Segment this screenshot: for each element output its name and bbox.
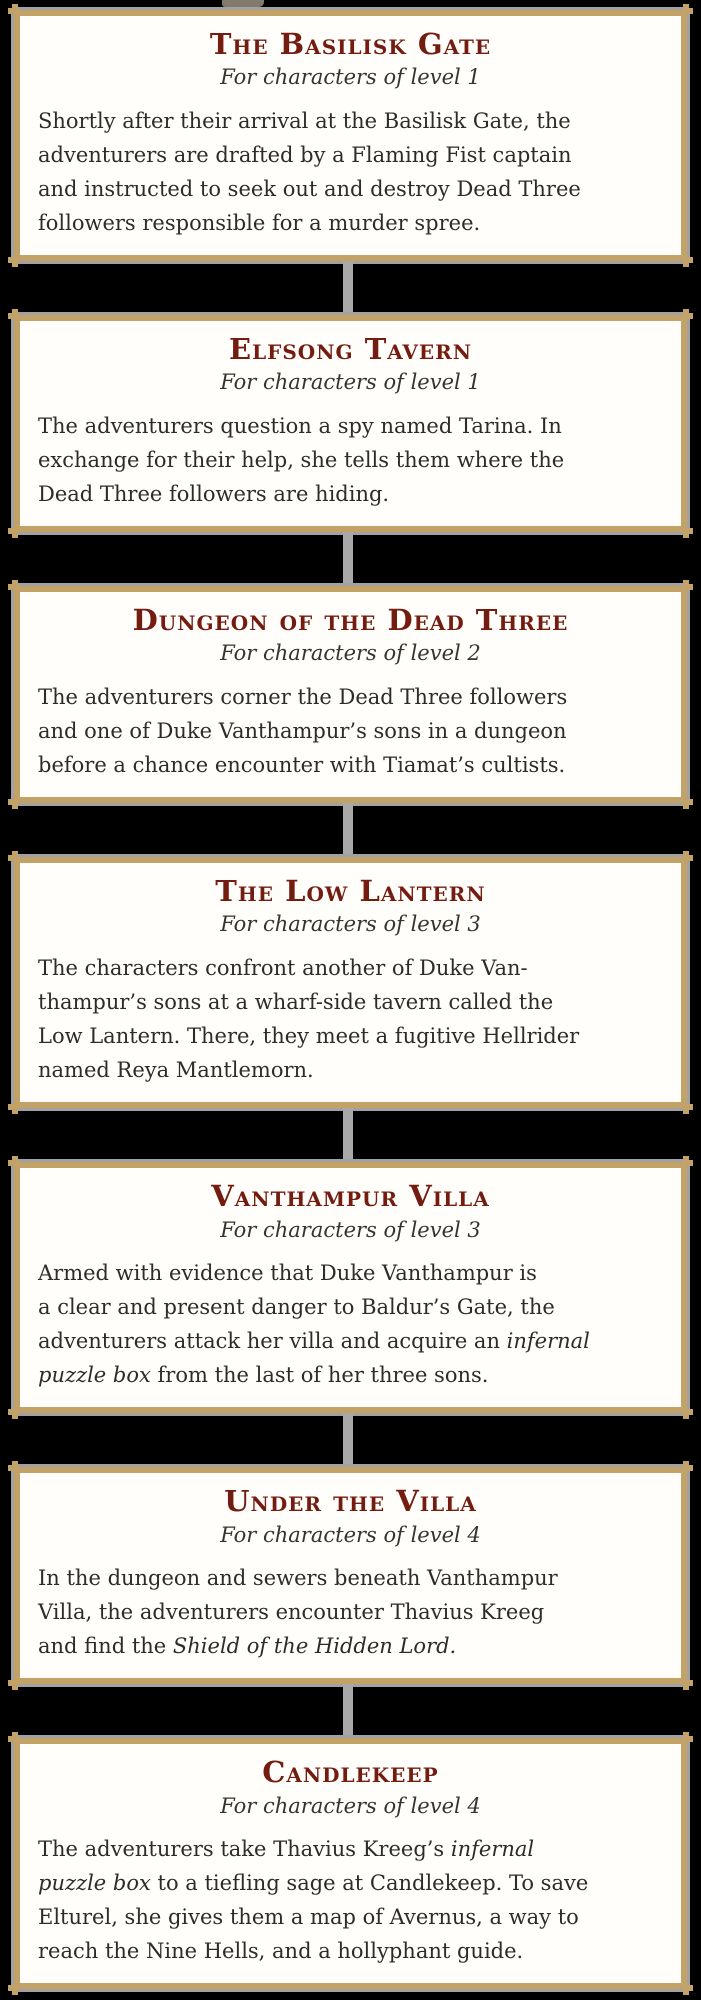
- node-level: For characters of level 2: [220, 641, 481, 666]
- corner-ornament: [683, 851, 693, 861]
- corner-ornament: [8, 799, 18, 809]
- corner-ornament: [683, 4, 693, 14]
- corner-ornament: [8, 257, 18, 267]
- flow-node-dungeon-dead-three: [14, 586, 687, 803]
- node-description: The adventurers take Thavius Kreeg’s infernal puzzle box to a tiefling sage at Candlekeep. To save Elturel, she gives them a map of Avernus, a way to reach the Nine Hells, and a hollyphant guide.: [38, 1837, 589, 1964]
- corner-ornament: [683, 257, 693, 267]
- flow-connector: [343, 1684, 353, 1739]
- corner-ornament: [683, 1732, 693, 1742]
- corner-ornament: [8, 1461, 18, 1471]
- node-title: Elfsong Tavern: [229, 332, 472, 367]
- node-description: The characters confront another of Duke Van- thampur’s sons at a wharf-side tavern called the Low Lantern. There, they meet a fugitive Hellrider named Reya Mantlemorn.: [38, 955, 580, 1082]
- flow-node-low-lantern: [14, 857, 687, 1108]
- flow-node-vanthampur-villa: [14, 1162, 687, 1413]
- corner-ornament: [8, 851, 18, 861]
- corner-ornament: [8, 580, 18, 590]
- corner-ornament: [683, 1461, 693, 1471]
- flow-connector: [343, 1413, 353, 1468]
- page-edge-artifact: [222, 0, 264, 7]
- corner-ornament: [683, 1985, 693, 1995]
- node-description: The adventurers question a spy named Tarina. In exchange for their help, she tells them where the Dead Three followers are hiding.: [38, 413, 565, 506]
- node-level: For characters of level 3: [220, 912, 481, 937]
- corner-ornament: [683, 799, 693, 809]
- flow-connector: [343, 532, 353, 587]
- node-level: For characters of level 3: [220, 1217, 481, 1242]
- corner-ornament: [8, 528, 18, 538]
- node-title: Candlekeep: [262, 1755, 439, 1790]
- corner-ornament: [8, 1680, 18, 1690]
- corner-ornament: [8, 1156, 18, 1166]
- corner-ornament: [683, 309, 693, 319]
- node-level: For characters of level 1: [220, 65, 481, 90]
- corner-ornament: [683, 580, 693, 590]
- node-description: In the dungeon and sewers beneath Vanthampur Villa, the adventurers encounter Thavius Kreeg and find the Shield of the Hidden Lord.: [38, 1565, 558, 1658]
- corner-ornament: [8, 4, 18, 14]
- node-level: For characters of level 4: [220, 1522, 481, 1547]
- flow-node-candlekeep: [14, 1738, 687, 1989]
- corner-ornament: [683, 528, 693, 538]
- corner-ornament: [8, 1732, 18, 1742]
- corner-ornament: [8, 1985, 18, 1995]
- node-description: Armed with evidence that Duke Vanthampur is a clear and present danger to Baldur’s Gate, the adventurers attack her villa and acquire an infernal puzzle box from the last of her three sons.: [38, 1260, 590, 1387]
- corner-ornament: [8, 309, 18, 319]
- corner-ornament: [683, 1409, 693, 1419]
- corner-ornament: [8, 1104, 18, 1114]
- node-title: Vanthampur Villa: [211, 1179, 490, 1214]
- flow-node-under-the-villa: [14, 1467, 687, 1684]
- corner-ornament: [683, 1156, 693, 1166]
- node-level: For characters of level 1: [220, 370, 481, 395]
- flow-connector: [343, 1108, 353, 1163]
- node-description: The adventurers corner the Dead Three followers and one of Duke Vanthampur’s sons in a dungeon before a chance encounter with Tiamat’s cultists.: [38, 684, 568, 777]
- corner-ornament: [683, 1104, 693, 1114]
- node-title: Dungeon of the Dead Three: [132, 603, 569, 638]
- flow-connector: [343, 803, 353, 858]
- node-level: For characters of level 4: [220, 1793, 481, 1818]
- flow-node-basilisk-gate: [14, 10, 687, 261]
- flow-connector: [343, 261, 353, 316]
- node-description: Shortly after their arrival at the Basilisk Gate, the adventurers are drafted by a Flaming Fist captain and instructed to seek out and destroy Dead Three followers responsible for a murder spree.: [38, 108, 581, 235]
- node-title: Under the Villa: [224, 1484, 477, 1519]
- node-title: The Basilisk Gate: [209, 27, 492, 61]
- corner-ornament: [8, 1409, 18, 1419]
- flow-node-elfsong-tavern: [14, 315, 687, 532]
- node-title: The Low Lantern: [215, 874, 486, 909]
- corner-ornament: [683, 1680, 693, 1690]
